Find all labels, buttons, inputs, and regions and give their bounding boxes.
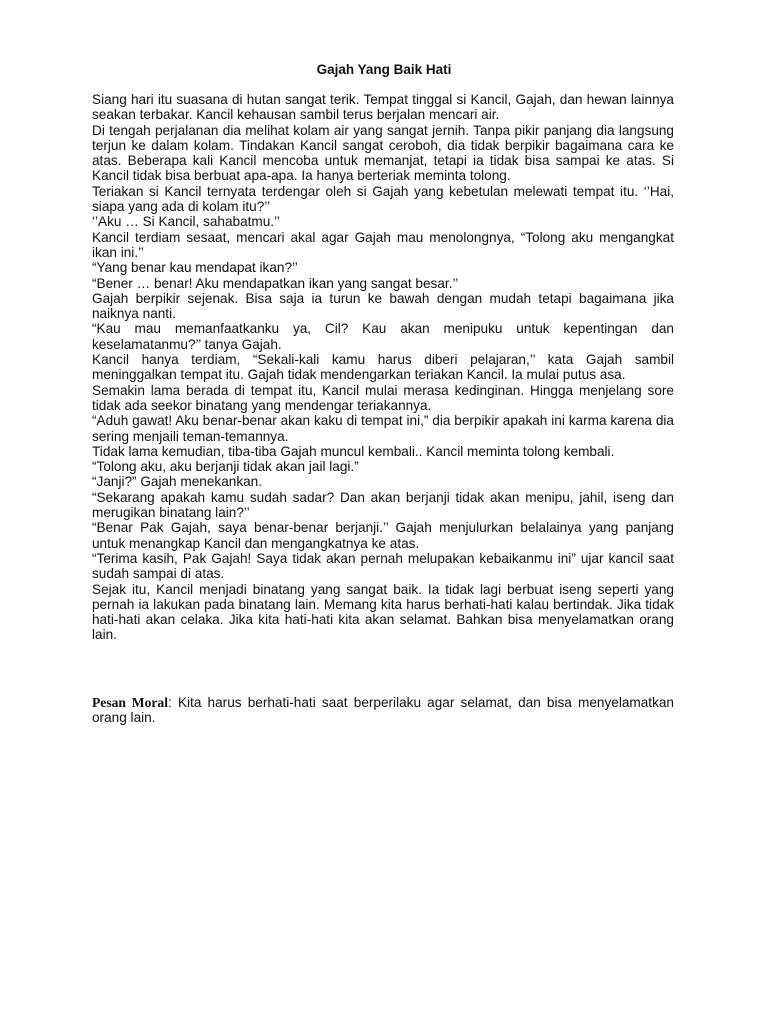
paragraph: “Tolong aku, aku berjanji tidak akan jail lagi.”: [92, 459, 359, 475]
paragraph: Sejak itu, Kancil menjadi binatang yang sangat baik. Ia tidak lagi berbuat iseng seperti yang pernah ia lakukan pada binatang lain. Memang kita harus berhati-hati kalau bertindak. Jika tidak hati-hati akan celaka. Jika kita hati-hati kita akan selamat. Bahkan bisa menyelamatkan orang lain.: [92, 581, 674, 643]
paragraph: Gajah berpikir sejenak. Bisa saja ia turun ke bawah dengan mudah tetapi bagaimana jika naiknya nanti.: [92, 290, 674, 322]
paragraph: Tidak lama kemudian, tiba-tiba Gajah muncul kembali.. Kancil meminta tolong kembali.: [92, 443, 615, 459]
story-body: [92, 92, 674, 643]
paragraph: Kancil hanya terdiam, “Sekali-kali kamu harus diberi pelajaran,’’ kata Gajah sambil meninggalkan tempat itu. Gajah tidak mendengarkan teriakan Kancil. Ia mulai putus asa.: [92, 352, 674, 383]
paragraph: “Aduh gawat! Aku benar-benar akan kaku di tempat ini,” dia berpikir apakah ini karma karena dia sering menjaili teman-temannya.: [92, 413, 674, 444]
paragraph: “Kau mau memanfaatkanku ya, Cil? Kau akan menipuku untuk kepentingan dan keselamatanmu?’’ tanya Gajah.: [92, 321, 674, 352]
paragraph: “Yang benar kau mendapat ikan?’’: [92, 260, 298, 276]
paragraph: ‘’Aku … Si Kancil, sahabatmu.’’: [92, 214, 280, 230]
paragraph: “Sekarang apakah kamu sudah sadar? Dan akan berjanji tidak akan menipu, jahil, iseng dan merugikan binatang lain?’’: [92, 489, 674, 521]
moral-label: Pesan Moral: [92, 695, 169, 710]
paragraph: “Janji?” Gajah menekankan.: [92, 474, 263, 490]
paragraph: “Bener … benar! Aku mendapatkan ikan yang sangat besar.’’: [92, 275, 459, 291]
paragraph: Di tengah perjalanan dia melihat kolam air yang sangat jernih. Tanpa pikir panjang dia langsung terjun ke dalam kolam. Tindakan Kancil sangat ceroboh, dia tidak berpikir bagaimana cara ke atas. Beberapa kali Kancil mencoba untuk memanjat, tetapi ia tidak bisa sampai ke atas. Si Kancil tidak bisa berbuat apa-apa. Ia hanya berteriak meminta tolong.: [92, 122, 674, 184]
paragraph: Siang hari itu suasana di hutan sangat terik. Tempat tinggal si Kancil, Gajah, dan hewan lainnya seakan terbakar. Kancil kehausan sambil terus berjalan mencari air.: [92, 92, 674, 123]
paragraph: “Terima kasih, Pak Gajah! Saya tidak akan pernah melupakan kebaikanmu ini” ujar kancil saat sudah sampai di atas.: [92, 550, 674, 582]
paragraph: “Benar Pak Gajah, saya benar-benar berjanji.’’ Gajah menjulurkan belalainya yang panjang untuk menangkap Kancil dan mengangkatnya ke atas.: [92, 520, 674, 551]
document-title: Gajah Yang Baik Hati: [316, 62, 452, 77]
moral-message: [92, 695, 674, 726]
moral-text: : Kita harus berhati-hati saat berperilaku agar selamat, dan bisa menyelamatkan orang lain.: [92, 695, 674, 726]
paragraph: Teriakan si Kancil ternyata terdengar oleh si Gajah yang kebetulan melewati tempat itu. ‘’Hai, siapa yang ada di kolam itu?’’: [92, 183, 674, 215]
paragraph: Semakin lama berada di tempat itu, Kancil mulai merasa kedinginan. Hingga menjelang sore tidak ada seekor binatang yang mendengar teriakannya.: [92, 382, 674, 413]
paragraph: Kancil terdiam sesaat, mencari akal agar Gajah mau menolongnya, “Tolong aku mengangkat ikan ini.’’: [92, 229, 674, 260]
